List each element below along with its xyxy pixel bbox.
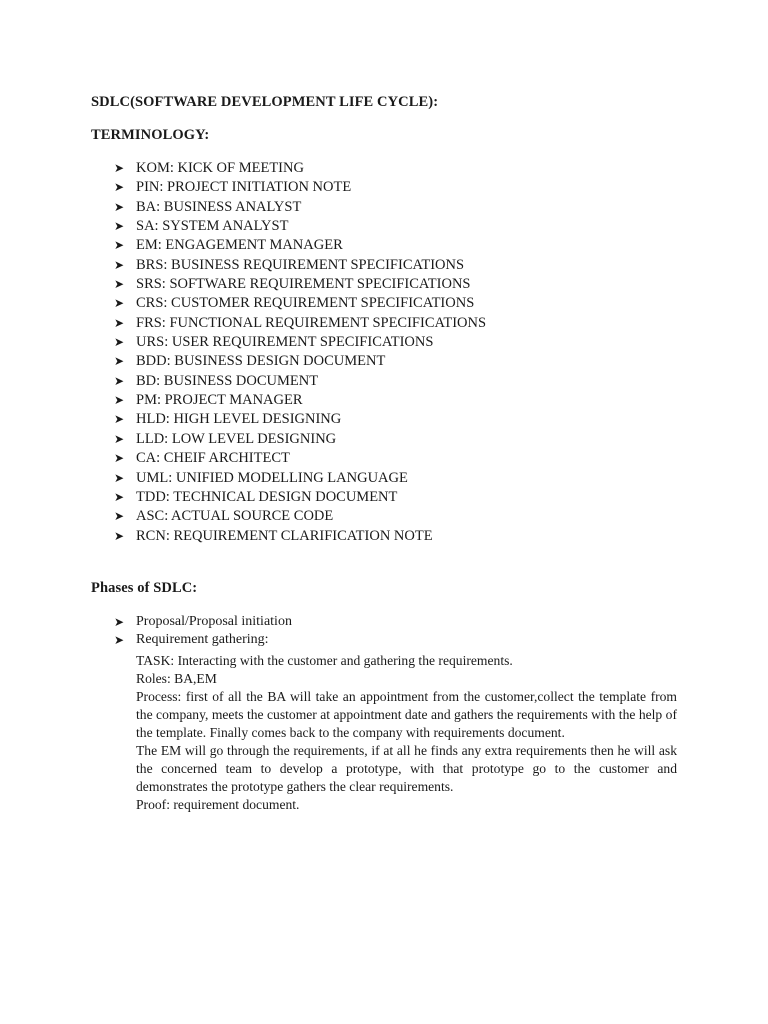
term-text: BD: BUSINESS DOCUMENT	[136, 372, 319, 389]
list-item	[114, 410, 486, 429]
term-text: URS: USER REQUIREMENT SPECIFICATIONS	[136, 334, 434, 351]
term-text: PIN: PROJECT INITIATION NOTE	[136, 179, 352, 196]
task-text: TASK: Interacting with the customer and gathering the requirements.	[136, 653, 513, 668]
term-text: BDD: BUSINESS DESIGN DOCUMENT	[136, 353, 386, 370]
term-text: SA: SYSTEM ANALYST	[136, 218, 289, 235]
arrowhead-bullet-icon: ➤	[114, 315, 125, 330]
term-text: EM: ENGAGEMENT MANAGER	[136, 237, 343, 254]
arrowhead-bullet-icon: ➤	[114, 219, 125, 234]
roles-text: Roles: BA,EM	[136, 671, 217, 686]
list-item	[114, 391, 486, 410]
arrowhead-bullet-icon: ➤	[114, 633, 125, 647]
term-text: RCN: REQUIREMENT CLARIFICATION NOTE	[136, 527, 433, 544]
term-text: KOM: KICK OF MEETING	[136, 160, 304, 176]
process-text: Process: first of all the BA will take an appointment from the customer,collect the template from the company, meets the customer at appointment date and gathers the requirements with the help of the template. Finally comes back to the company with requirements document.	[136, 689, 677, 740]
arrowhead-bullet-icon: ➤	[114, 393, 125, 408]
document-title: SDLC(SOFTWARE DEVELOPMENT LIFE CYCLE):	[91, 94, 439, 110]
term-text: UML: UNIFIED MODELLING LANGUAGE	[136, 469, 408, 486]
arrowhead-bullet-icon: ➤	[114, 257, 125, 272]
term-text: BRS: BUSINESS REQUIREMENT SPECIFICATIONS	[136, 256, 465, 273]
arrowhead-bullet-icon: ➤	[114, 489, 125, 504]
arrowhead-bullet-icon: ➤	[114, 615, 125, 629]
term-text: ASC: ACTUAL SOURCE CODE	[136, 508, 334, 525]
terminology-list	[114, 159, 486, 546]
term-text: LLD: LOW LEVEL DESIGNING	[136, 430, 337, 447]
arrowhead-bullet-icon: ➤	[114, 412, 125, 427]
arrowhead-bullet-icon: ➤	[114, 296, 125, 311]
phase-text: Requirement gathering:	[136, 632, 269, 647]
arrowhead-bullet-icon: ➤	[114, 431, 125, 446]
arrowhead-bullet-icon: ➤	[114, 528, 125, 543]
phases-list	[114, 613, 678, 649]
term-text: PM: PROJECT MANAGER	[136, 392, 303, 409]
list-item	[114, 372, 486, 391]
requirement-gathering-details	[136, 652, 677, 814]
list-item	[114, 333, 486, 352]
list-item	[114, 198, 486, 217]
arrowhead-bullet-icon: ➤	[114, 277, 125, 292]
term-text: CA: CHEIF ARCHITECT	[136, 450, 290, 467]
list-item	[114, 507, 486, 526]
list-item	[114, 352, 486, 371]
list-item	[114, 236, 486, 255]
phase-text: Proposal/Proposal initiation	[136, 614, 292, 629]
list-item	[114, 488, 486, 507]
list-item	[114, 631, 678, 649]
term-text: HLD: HIGH LEVEL DESIGNING	[136, 411, 342, 428]
arrowhead-bullet-icon: ➤	[114, 180, 125, 195]
list-item	[114, 527, 486, 546]
list-item	[114, 430, 486, 449]
list-item	[114, 469, 486, 488]
terminology-heading: TERMINOLOGY:	[91, 127, 210, 143]
arrowhead-bullet-icon: ➤	[114, 335, 125, 350]
proof-text: Proof: requirement document.	[136, 797, 300, 812]
arrowhead-bullet-icon: ➤	[114, 161, 125, 175]
arrowhead-bullet-icon: ➤	[114, 451, 125, 466]
arrowhead-bullet-icon: ➤	[114, 373, 125, 388]
list-item	[114, 217, 486, 236]
arrowhead-bullet-icon: ➤	[114, 199, 125, 214]
term-text: BA: BUSINESS ANALYST	[136, 198, 302, 215]
list-item	[114, 275, 486, 294]
term-text: TDD: TECHNICAL DESIGN DOCUMENT	[136, 488, 398, 505]
list-item	[114, 159, 486, 178]
list-item	[114, 449, 486, 468]
list-item	[114, 256, 486, 275]
list-item	[114, 178, 486, 197]
phases-heading: Phases of SDLC:	[91, 580, 198, 596]
list-item	[114, 613, 678, 631]
arrowhead-bullet-icon: ➤	[114, 238, 125, 253]
term-text: CRS: CUSTOMER REQUIREMENT SPECIFICATIONS	[136, 295, 475, 312]
list-item	[114, 314, 486, 333]
arrowhead-bullet-icon: ➤	[114, 509, 125, 524]
list-item	[114, 294, 486, 313]
arrowhead-bullet-icon: ➤	[114, 470, 125, 485]
em-note-text: The EM will go through the requirements, if at all he finds any extra requirements then he will ask the concerned team to develop a prototype, with that prototype go to the customer and demonstrates the prototype gathers the clear requirements.	[136, 743, 677, 794]
term-text: FRS: FUNCTIONAL REQUIREMENT SPECIFICATIONS	[136, 314, 487, 331]
arrowhead-bullet-icon: ➤	[114, 354, 125, 369]
term-text: SRS: SOFTWARE REQUIREMENT SPECIFICATIONS	[136, 276, 471, 293]
